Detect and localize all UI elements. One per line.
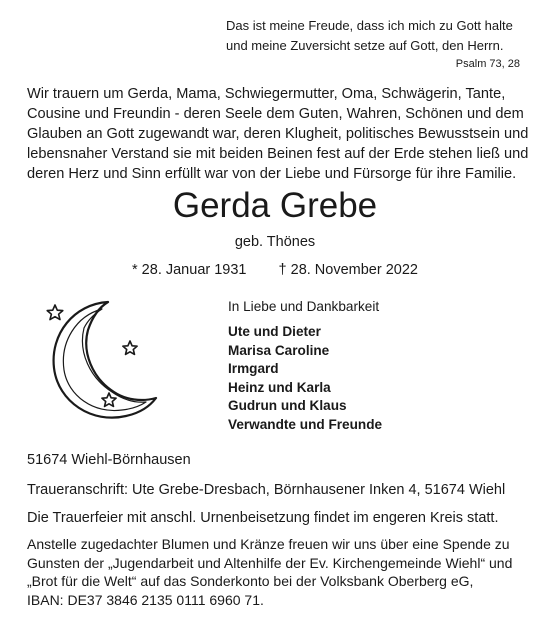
- family-member: Irmgard: [228, 361, 279, 376]
- donation-line: „Brot für die Welt“ auf das Sonderkonto bei der Volksbank Oberberg eG,: [27, 573, 474, 589]
- family-member: Ute und Dieter: [228, 324, 321, 339]
- crescent-moon-icon: [40, 296, 160, 426]
- birth-date: * 28. Januar 1931: [132, 262, 247, 278]
- intro-line: lebensnaher Verstand sie mit beiden Beinen fest auf der Erde stehen ließ und: [27, 146, 529, 162]
- family-member: Heinz und Karla: [228, 379, 331, 395]
- intro-line: deren Herz und Sinn erfüllt war von der Liebe und Fürsorge für ihre Familie.: [27, 166, 517, 182]
- intro-line: Cousine und Freundin - deren Seele dem Guten, Wahren, Schönen und dem: [27, 106, 524, 122]
- life-dates: [0, 262, 550, 278]
- star-icon: [102, 393, 116, 406]
- intro-line: Wir trauern um Gerda, Mama, Schwiegermutter, Oma, Schwägerin, Tante,: [27, 86, 506, 102]
- deceased-name: Gerda Grebe: [172, 186, 378, 225]
- donation-line: Anstelle zugedachter Blumen und Kränze freuen wir uns über eine Spende zu: [27, 536, 510, 552]
- intro-line: Glauben an Gott zugewandt war, deren Klugheit, politisches Bewusstsein und: [27, 126, 529, 142]
- family-member: Verwandte und Freunde: [228, 416, 383, 432]
- quote-line-1: Das ist meine Freude, dass ich mich zu Gott halte: [226, 18, 513, 33]
- donation-line: IBAN: DE37 3846 2135 0111 6960 71.: [27, 591, 264, 608]
- star-icon: [47, 305, 63, 320]
- family-member: Marisa Caroline: [228, 342, 330, 358]
- funeral-service-note: Die Trauerfeier mit anschl. Urnenbeisetzung findet im engeren Kreis statt.: [27, 510, 499, 526]
- family-heading: In Liebe und Dankbarkeit: [228, 299, 380, 314]
- bible-quote: [226, 16, 513, 56]
- place: 51674 Wiehl-Börnhausen: [27, 452, 191, 468]
- family-list: [228, 299, 382, 434]
- donation-note: [27, 535, 527, 609]
- family-member: Gudrun und Klaus: [228, 398, 347, 413]
- star-icon: [123, 341, 137, 354]
- mourning-address: Traueranschrift: Ute Grebe-Dresbach, Börnhausener Inken 4, 51674 Wiehl: [27, 482, 506, 498]
- quote-source: Psalm 73, 28: [455, 58, 520, 70]
- donation-line: Gunsten der „Jugendarbeit und Altenhilfe der Ev. Kirchengemeinde Wiehl“ und: [27, 554, 513, 571]
- intro-text: [27, 84, 527, 184]
- death-date: † 28. November 2022: [278, 262, 418, 278]
- quote-line-2: und meine Zuversicht setze auf Gott, den Herrn.: [226, 38, 504, 53]
- birth-name: geb. Thönes: [234, 234, 316, 250]
